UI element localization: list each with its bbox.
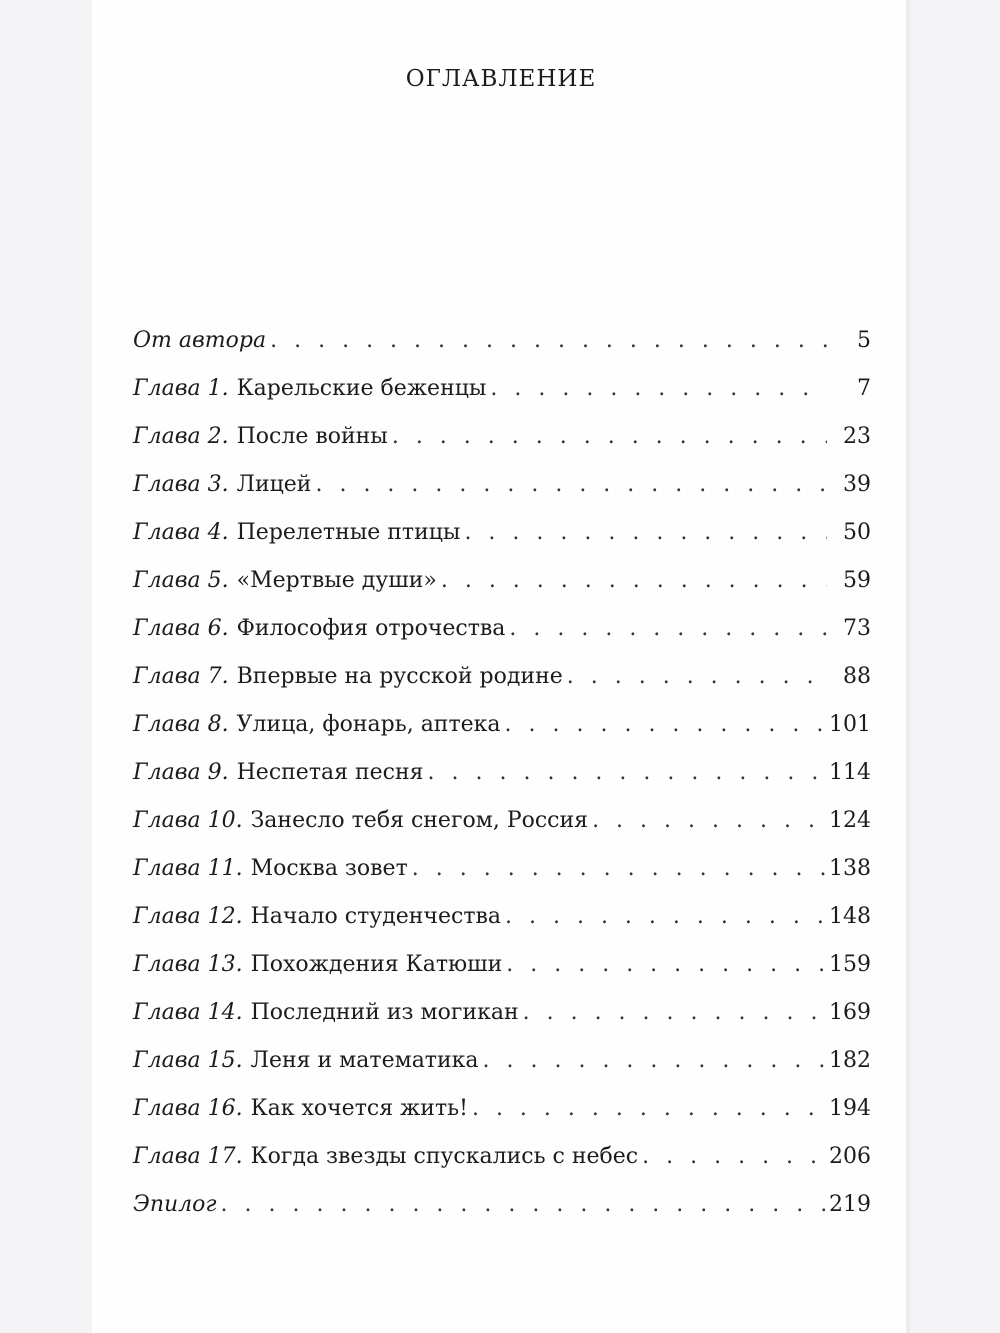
toc-entry [133, 472, 871, 520]
page-edge [906, 0, 910, 1333]
toc-entry [133, 616, 871, 664]
toc-entry [133, 1192, 871, 1240]
toc-entry-label [133, 808, 588, 833]
toc-entry [133, 1048, 871, 1096]
toc-entry [133, 376, 871, 424]
toc-leader-dots [567, 664, 827, 689]
toc-entry-label [133, 856, 408, 881]
toc-entry-label [133, 760, 424, 785]
toc-leader-dots [505, 904, 825, 929]
toc-entry-label [133, 1000, 519, 1025]
toc-entry-label [133, 664, 563, 689]
toc-entry-page: 88 [843, 664, 871, 689]
toc-entry [133, 664, 871, 712]
toc-leader-dots [428, 760, 825, 785]
toc-entry-page: 101 [829, 712, 871, 737]
toc-entry-page: 39 [843, 472, 871, 497]
toc-entry-prefix: Глава 4. [133, 520, 229, 545]
toc-entry [133, 808, 871, 856]
toc-entry-prefix: Глава 8. [133, 712, 229, 737]
toc-entry-prefix: Глава 2. [133, 424, 229, 449]
toc-entry-title: Неспетая песня [236, 760, 424, 785]
toc-entry-title: «Мертвые души» [236, 568, 437, 593]
toc-entry-label [133, 1192, 217, 1217]
table-of-contents [133, 328, 871, 1240]
toc-entry-page: 114 [829, 760, 871, 785]
toc-entry-page: 194 [829, 1096, 871, 1121]
toc-leader-dots [642, 1144, 825, 1169]
toc-leader-dots [490, 376, 827, 401]
toc-entry [133, 1000, 871, 1048]
toc-entry [133, 952, 871, 1000]
toc-entry-prefix: Глава 12. [133, 904, 243, 929]
toc-entry-prefix: Глава 17. [133, 1144, 243, 1169]
toc-entry [133, 712, 871, 760]
toc-entry-prefix: Глава 1. [133, 376, 229, 401]
toc-entry-label [133, 1144, 638, 1169]
toc-entry-label [133, 328, 266, 353]
toc-entry-page: 124 [829, 808, 871, 833]
toc-entry-prefix: Глава 15. [133, 1048, 243, 1073]
toc-leader-dots [392, 424, 827, 449]
toc-entry-prefix: Глава 6. [133, 616, 229, 641]
toc-entry-title: Впервые на русской родине [236, 664, 563, 689]
toc-entry-prefix: Глава 14. [133, 1000, 243, 1025]
toc-leader-dots [315, 472, 827, 497]
toc-entry-title: Перелетные птицы [236, 520, 461, 545]
toc-entry-label [133, 616, 505, 641]
toc-entry [133, 1096, 871, 1144]
toc-leader-dots [505, 712, 825, 737]
toc-entry-label [133, 712, 501, 737]
toc-entry-label [133, 952, 502, 977]
toc-entry [133, 424, 871, 472]
page-title: ОГЛАВЛЕНИЕ [405, 66, 597, 92]
toc-entry-title: Москва зовет [250, 856, 408, 881]
toc-entry-page: 206 [829, 1144, 871, 1169]
toc-entry-title: Лицей [236, 472, 312, 497]
toc-entry-label [133, 904, 501, 929]
toc-entry-label [133, 1048, 479, 1073]
toc-entry-label [133, 520, 460, 545]
toc-entry-title: Занесло тебя снегом, Россия [250, 808, 589, 833]
toc-leader-dots [506, 952, 825, 977]
toc-entry-page: 23 [843, 424, 871, 449]
toc-entry-label [133, 1096, 468, 1121]
toc-entry-label [133, 472, 311, 497]
toc-entry-page: 59 [843, 568, 871, 593]
toc-entry-prefix: Эпилог [133, 1192, 217, 1217]
toc-entry-title: Последний из могикан [250, 1000, 519, 1025]
toc-entry-prefix: Глава 16. [133, 1096, 243, 1121]
toc-entry-title: После войны [236, 424, 388, 449]
toc-entry-page: 159 [829, 952, 871, 977]
toc-entry [133, 760, 871, 808]
toc-leader-dots [509, 616, 827, 641]
toc-entry-page: 148 [829, 904, 871, 929]
toc-entry-prefix: Глава 10. [133, 808, 243, 833]
toc-entry-title: Когда звезды спускались с небес [250, 1144, 639, 1169]
toc-entry-label [133, 424, 388, 449]
toc-leader-dots [464, 520, 827, 545]
toc-entry-page: 219 [829, 1192, 871, 1217]
toc-entry-page: 182 [829, 1048, 871, 1073]
toc-entry-title: Карельские беженцы [236, 376, 487, 401]
toc-entry-prefix: От автора [133, 328, 267, 353]
toc-entry-title: Философия отрочества [236, 616, 506, 641]
toc-entry-label [133, 376, 486, 401]
toc-entry [133, 520, 871, 568]
toc-entry [133, 568, 871, 616]
toc-leader-dots [523, 1000, 825, 1025]
toc-entry-page: 50 [843, 520, 871, 545]
toc-entry-prefix: Глава 13. [133, 952, 243, 977]
toc-leader-dots [483, 1048, 825, 1073]
toc-entry [133, 904, 871, 952]
toc-entry [133, 1144, 871, 1192]
toc-entry-title: Похождения Катюши [250, 952, 503, 977]
toc-entry-prefix: Глава 3. [133, 472, 229, 497]
toc-entry [133, 328, 871, 376]
toc-entry [133, 856, 871, 904]
book-page [92, 0, 910, 1333]
toc-entry-page: 73 [843, 616, 871, 641]
toc-entry-page: 7 [857, 376, 871, 401]
toc-entry-title: Леня и математика [250, 1048, 479, 1073]
toc-entry-page: 169 [829, 1000, 871, 1025]
toc-entry-page: 5 [857, 328, 871, 353]
toc-leader-dots [441, 568, 827, 593]
toc-leader-dots [472, 1096, 825, 1121]
toc-leader-dots [592, 808, 825, 833]
toc-entry-title: Улица, фонарь, аптека [236, 712, 501, 737]
toc-entry-label [133, 568, 437, 593]
toc-entry-title: Как хочется жить! [250, 1096, 468, 1121]
toc-entry-page: 138 [829, 856, 871, 881]
toc-entry-prefix: Глава 7. [133, 664, 229, 689]
toc-entry-title: Начало студенчества [250, 904, 501, 929]
toc-leader-dots [270, 328, 827, 353]
toc-entry-prefix: Глава 11. [133, 856, 243, 881]
toc-leader-dots [412, 856, 825, 881]
toc-leader-dots [221, 1192, 825, 1217]
toc-entry-prefix: Глава 5. [133, 568, 229, 593]
toc-entry-prefix: Глава 9. [133, 760, 229, 785]
